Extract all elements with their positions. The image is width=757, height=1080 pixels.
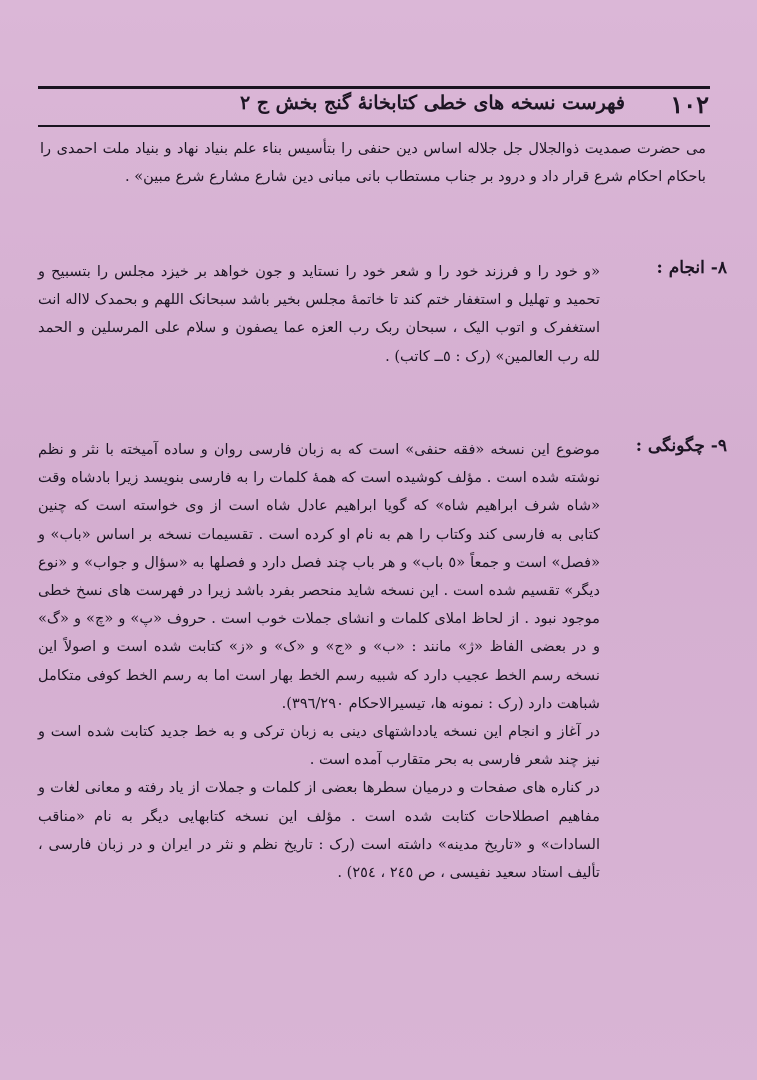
section-9-label: ۹- چگونگی : bbox=[635, 436, 727, 456]
header-bottom-rule bbox=[38, 125, 710, 127]
section-9-paragraph-1: موضوع این نسخه «فقه حنفی» است که به زبان فارسی روان و ساده آمیخته با نثر و نظم نوشته شده است . مؤلف کوشیده است که همهٔ کلمات را به فارسی بنویسد زیرا بادشاه وقت «شاه شرف ابراهیم شاه» که گویا ابراهیم عادل شاه است از وی خواسته است که چنین کتابی به فارسی کند وکتاب را هم به نام او کرده است . تقسیمات نسخه بر اساس «باب» و «فصل» است و جمعاً «٥ باب» و هر باب چند فصل دارد و فصلها به «سؤال و جواب» و «نوع دیگر» تقسیم شده است . این نسخه شاید منحصر بفرد باشد زیرا در فهرست های نسخ خطی موجود نبود . از لحاظ املای کلمات و انشای جملات خوب است . حروف «پ» و «چ» و «گ» و در بعضی الفاظ «ژ» مانند : «ب» و «ج» و «ک» و «ز» کتابت شده است و اصولاً این نسخه رسم الخط عجیب دارد که شبیه رسم الخط بهار است اما به رسم الخط کوفی متکامل شباهت دارد (رک : نمونه ها، تیسیرالاحکام ۳۹٦/۲۹۰). bbox=[38, 441, 600, 712]
running-header-title: فهرست نسخه های خطی کتابخانهٔ گنج بخش ج ۲ bbox=[239, 92, 625, 114]
section-9-body bbox=[38, 436, 600, 887]
intro-text: می حضرت صمدیت ذوالجلال جل جلاله اساس دین حنفی را بتأسیس بناء علم بنیاد نهاد و بنیاد ملت احمدی را باحکام احکام شرع قرار داد و درود بر جناب مستطاب بانی مبانی دین شارع مشارع شرع مبین» . bbox=[40, 140, 706, 186]
page-number: ۱۰۲ bbox=[670, 90, 709, 119]
section-8-body bbox=[38, 258, 600, 371]
section-8-label: ۸- انجام : bbox=[656, 258, 727, 278]
section-8-text: «و خود را و فرزند خود را و شعر خود را نستاید و جون خواهد بر خیزد مجلس را بتسبیح و تحمید و تهلیل و استغفار ختم کند تا خاتمهٔ مجلس بخیر باشد سبحانک اللهم و بحمدک لااله انت استغفرک و اتوب الیک ، سبحان ربک رب العزه عما یصفون و سلام علی المرسلین و الحمد لله رب العالمین» (رک : ٥ــ کاتب) . bbox=[38, 263, 600, 365]
section-9-paragraph-2: در آغاز و انجام این نسخه یادداشتهای دینی به زبان ترکی و به خط جدید کتابت شده است و نیز چند شعر فارسی به بحر متقارب آمده است . bbox=[38, 723, 600, 769]
header-top-rule bbox=[38, 86, 710, 89]
intro-paragraph bbox=[40, 135, 706, 191]
section-9-paragraph-3: در کناره های صفحات و درمیان سطرها بعضی از کلمات و جملات از یاد رفته و معانی لغات و مفاهیم اصطلاحات کتابت شده است . مؤلف این نسخه کتابهایی دیگر به نام «مناقب السادات» و «تاریخ مدینه» داشته است (رک : تاریخ نظم و نثر در ایران و در زبان فارسی ، تألیف استاد سعید نفیسی ، ص ۲٤٥ ، ۲٥٤) . bbox=[38, 779, 600, 882]
